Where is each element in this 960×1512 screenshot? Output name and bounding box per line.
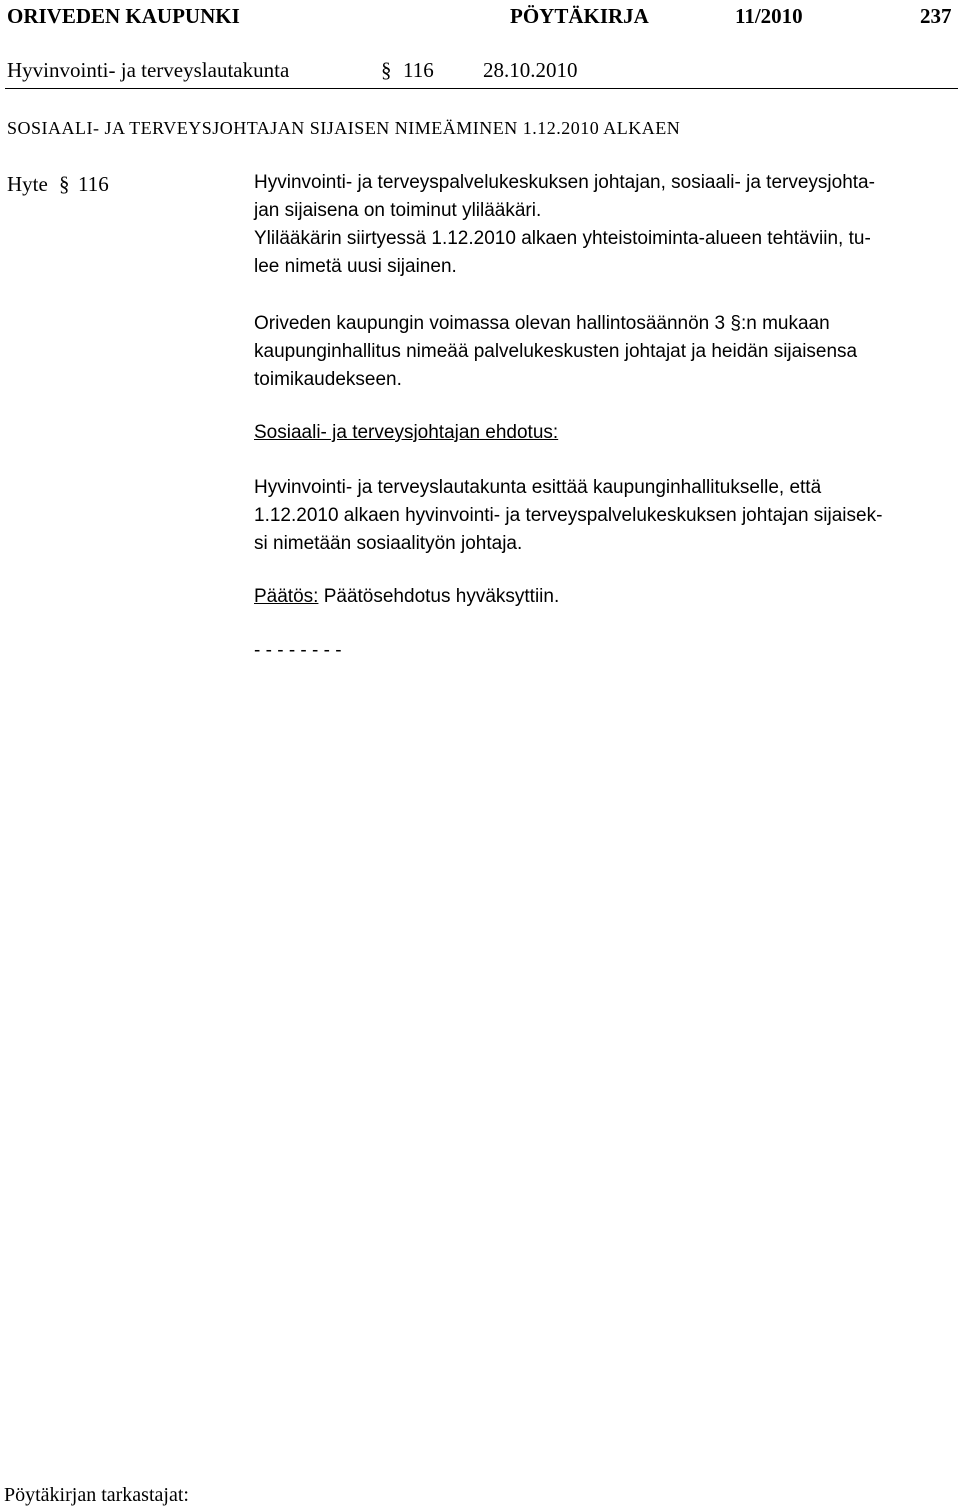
paragraph1-line1: Hyvinvointi- ja terveyspalvelukeskuksen johtajan, sosiaali- ja terveysjohta- xyxy=(254,172,875,193)
proposal-line1: Hyvinvointi- ja terveyslautakunta esittää kaupunginhallitukselle, että xyxy=(254,477,822,498)
page-number: 237 xyxy=(920,4,952,28)
end-separator: - - - - - - - - xyxy=(254,640,342,661)
section-mark-icon: § xyxy=(381,58,392,82)
proposal-line3: si nimetään sosiaalityön johtaja. xyxy=(254,533,523,554)
decision xyxy=(254,583,559,611)
paragraph2-line1-text-a: Oriveden kaupungin voimassa olevan hallintosäännön 3 xyxy=(254,313,731,334)
paragraph1-line4: lee nimetä uusi sijainen. xyxy=(254,256,457,277)
paragraph1-line3: Ylilääkärin siirtyessä 1.12.2010 alkaen yhteistoiminta-alueen tehtäviin, tu- xyxy=(254,228,871,249)
document-title: SOSIAALI- JA TERVEYSJOHTAJAN SIJAISEN NIMEÄMINEN 1.12.2010 ALKAEN xyxy=(7,118,681,138)
doc-number: 11/2010 xyxy=(735,4,803,28)
header-divider xyxy=(5,88,958,89)
paragraph2-line1 xyxy=(254,310,830,338)
paragraph2-line2: kaupunginhallitus nimeää palvelukeskusten johtajat ja heidän sijaisensa xyxy=(254,341,858,362)
reference-label: Hyte xyxy=(7,172,48,196)
reference-mark-icon: § xyxy=(59,172,70,196)
meeting-date: 28.10.2010 xyxy=(483,58,578,82)
org-name: ORIVEDEN KAUPUNKI xyxy=(7,4,240,28)
paragraph1-line2: jan sijaisena on toiminut ylilääkäri. xyxy=(254,200,542,221)
paragraph2-line3: toimikaudekseen. xyxy=(254,369,402,390)
section-number: 116 xyxy=(403,58,434,82)
doc-type: PÖYTÄKIRJA xyxy=(510,4,649,28)
proposal-heading: Sosiaali- ja terveysjohtajan ehdotus: xyxy=(254,422,559,443)
decision-text: Päätösehdotus hyväksyttiin. xyxy=(318,586,560,607)
section-mark-icon: § xyxy=(730,313,741,334)
committee-name: Hyvinvointi- ja terveyslautakunta xyxy=(7,58,290,82)
reference-number: 116 xyxy=(78,172,109,196)
footer-label: Pöytäkirjan tarkastajat: xyxy=(4,1484,189,1506)
proposal-line2: 1.12.2010 alkaen hyvinvointi- ja terveyspalvelukeskuksen johtajan sijaisek- xyxy=(254,505,883,526)
paragraph2-line1-text-b: :n mukaan xyxy=(740,313,830,334)
decision-label: Päätös: xyxy=(254,586,319,607)
